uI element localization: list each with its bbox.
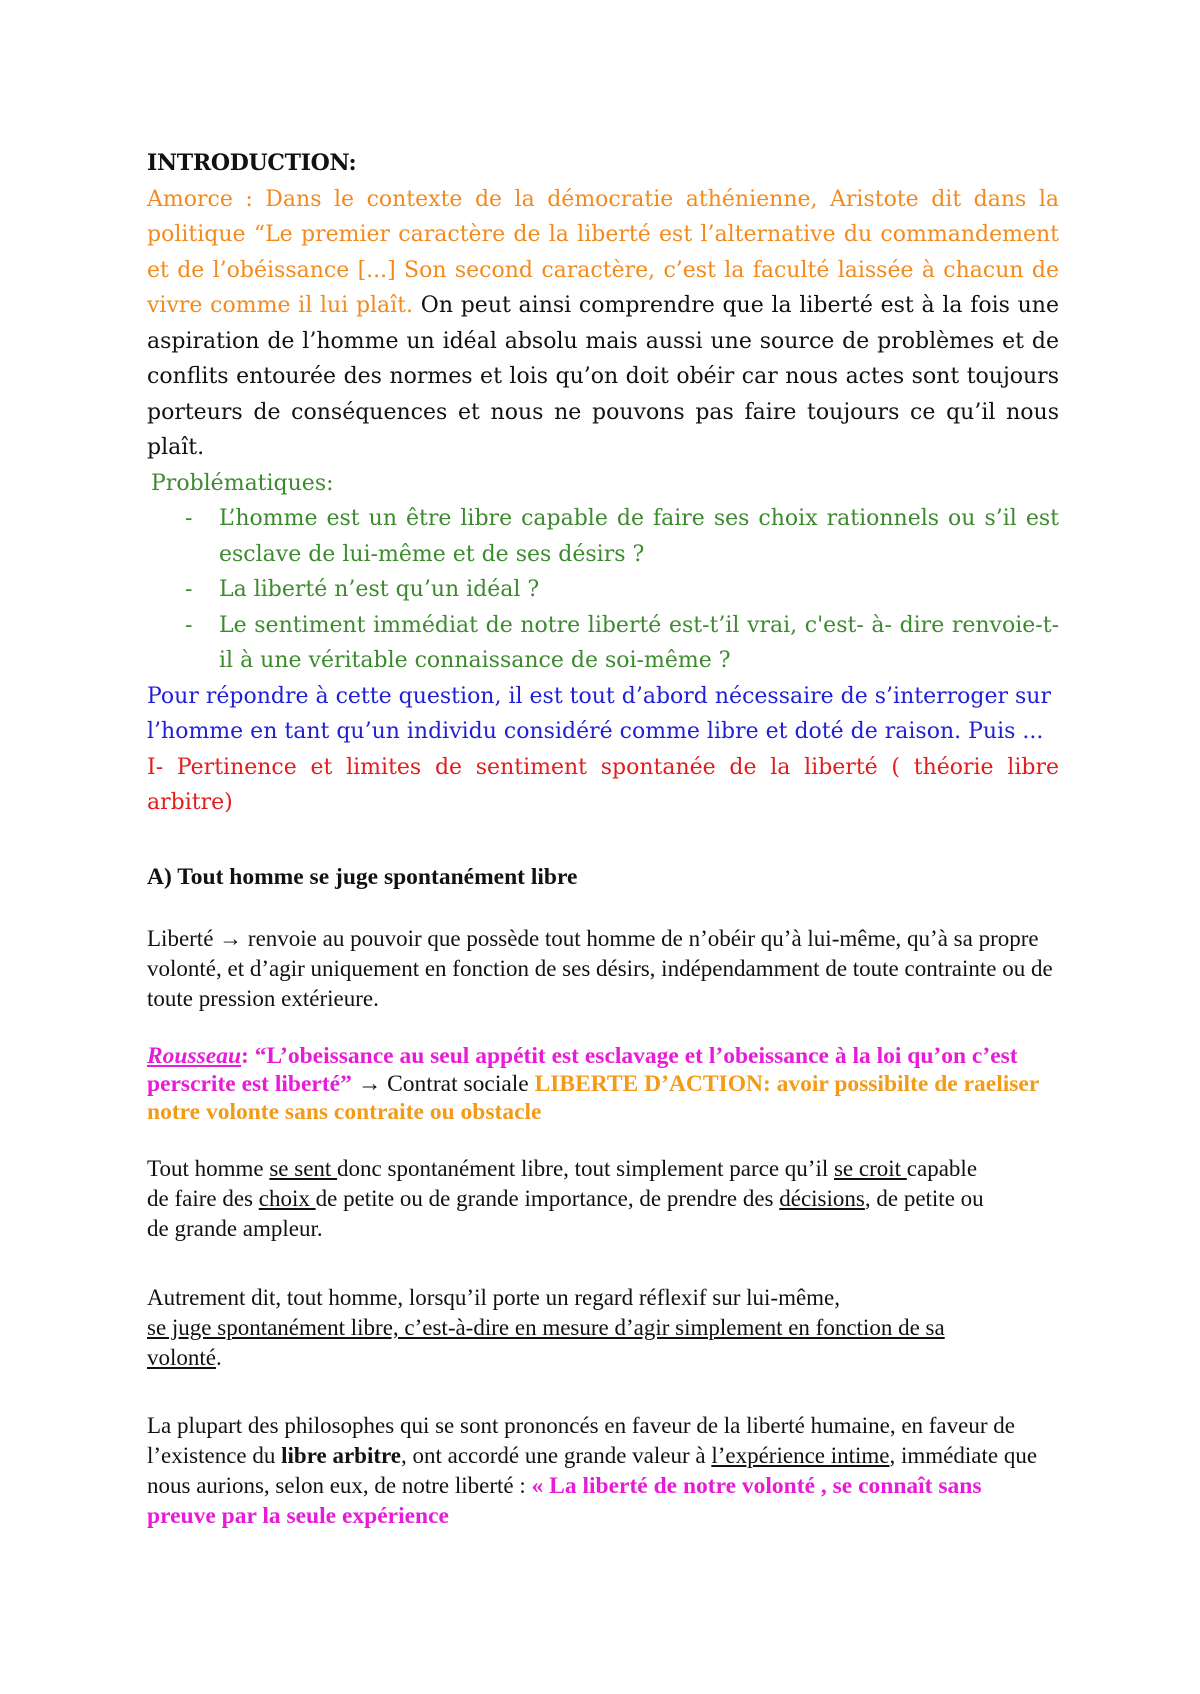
liberte-action: LIBERTE D’ACTION: avoir possibilte de raeliser notre volonte sans contraite ou obstacle	[147, 1071, 1039, 1125]
problematiques-list	[147, 501, 1059, 679]
part-one-title: I- Pertinence et limites de sentiment spontanée de la liberté ( théorie libre arbitre)	[147, 754, 1059, 815]
rousseau-quote: “L’obeissance au seul appétit est esclavage et l’obeissance à la loi qu’on c’est perscrite est liberté”	[147, 1043, 1018, 1097]
plan-paragraph: Pour répondre à cette question, il est tout d’abord nécessaire de s’interroger sur l’homme en tant qu’un individu considéré comme libre et doté de raison. Puis ...	[147, 683, 1051, 744]
paragraph-se-sent: Tout homme se sent donc spontanément libre, tout simplement parce qu’il se croit capable de faire des choix de petite ou de grande importance, de prendre des décisions, de petite ou de grande ampleur.	[147, 1156, 984, 1241]
paragraph-autrement-dit: Autrement dit, tout homme, lorsqu’il porte un regard réflexif sur lui-même, se juge spontanément libre, c’est-à-dire en mesure d’agir simplement en fonction de sa volonté.	[147, 1285, 945, 1370]
section-a-heading: A) Tout homme se juge spontanément libre	[147, 864, 578, 890]
amorce-continuation: On peut ainsi comprendre que la liberté est à la fois une aspiration de l’homme un idéal absolu mais aussi une source de problèmes et de conflits entourée des normes et lois qu’on doit obéir car nous actes sont toujours porteurs de conséquences et nous ne pouvons pas faire toujours ce qu’il nous plaît.	[147, 293, 1059, 460]
problematiques-title: Problématiques:	[151, 470, 334, 496]
list-item: - Le sentiment immédiat de notre liberté est-t’il vrai, c'est- à- dire renvoie-t-il à une véritable connaissance de soi-même ?	[147, 608, 1059, 679]
descartes-quote: « La liberté de notre volonté , se connaît sans preuve par la seule expérience	[147, 1473, 982, 1529]
paragraph-philosophes: La plupart des philosophes qui se sont prononcés en faveur de la liberté humaine, en faveur de l’existence du libre arbitre, ont accordé une grande valeur à l’expérience intime, immédiate que nous aurions, selon eux, de notre liberté : « La liberté de notre volonté , se connaît sans preuve par la seule expérience	[147, 1413, 1038, 1529]
amorce-text: Amorce : Dans le contexte de la démocratie athénienne, Aristote dit dans la politique “Le premier caractère de la liberté est l’alternative du commandement et de l’obéissance [...] Son second caractère, c’est la faculté laissée à chacun de vivre comme il lui plaît.	[147, 186, 1059, 318]
liberte-definition: Liberté → renvoie au pouvoir que possède tout homme de n’obéir qu’à lui-même, qu’à sa propre volonté, et d’agir uniquement en fonction de ses désirs, indépendamment de toute contrainte ou de toute pression extérieure.	[147, 926, 1053, 1011]
list-item: - La liberté n’est qu’un idéal ?	[147, 572, 1059, 608]
list-item: - L’homme est un être libre capable de faire ses choix rationnels ou s’il est esclave de lui-même et de ses désirs ?	[147, 501, 1059, 572]
introduction-title: INTRODUCTION:	[147, 150, 357, 176]
contrat-social-ref: → Contrat sociale	[351, 1071, 535, 1097]
amorce-paragraph	[147, 182, 1059, 466]
rousseau-name: Rousseau	[147, 1043, 242, 1069]
rousseau-paragraph: Rousseau: “L’obeissance au seul appétit est esclavage et l’obeissance à la loi qu’on c’est perscrite est liberté” → Contrat sociale LIBERTE D’ACTION: avoir possibilte de raeliser notre volonte sans contraite ou obstacle	[147, 1043, 1039, 1125]
introduction-block	[147, 146, 1059, 821]
